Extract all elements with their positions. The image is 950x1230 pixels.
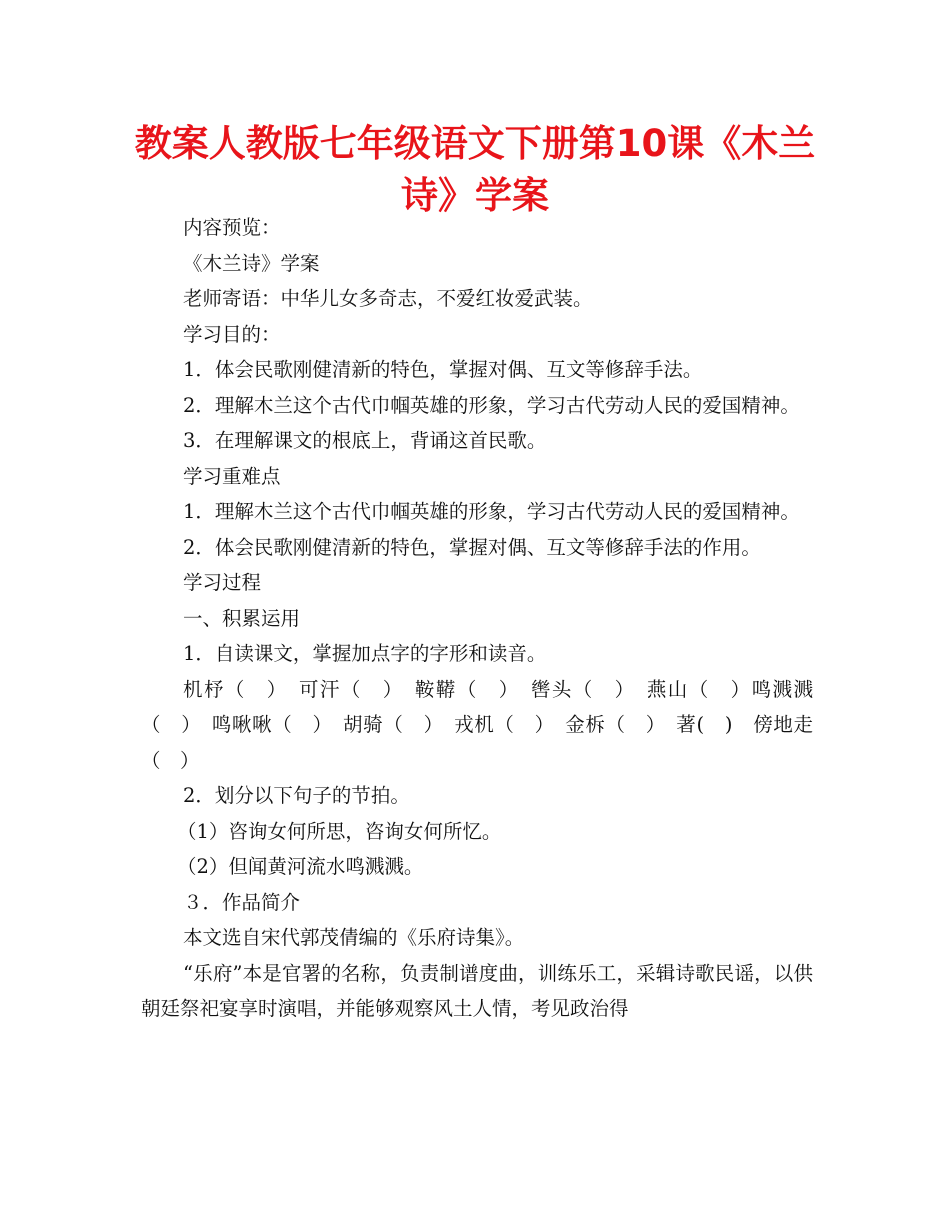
paragraph-yuefu-description: “乐府”本是官署的名称，负责制谱度曲，训练乐工，采辑诗歌民谣，以供朝廷祭祀宴享时演唱，并能够观察风土人情，考见政治得: [141, 961, 813, 1020]
document-title: 教案人教版七年级语文下册第10课《木兰诗》学案: [134, 122, 816, 217]
document-body: [141, 210, 813, 1027]
paragraph-sentence-2: （2）但闻黄河流水鸣溅溅。: [177, 855, 424, 878]
paragraph-sentence-1: （1）咨询女何所思，咨询女何所忆。: [177, 819, 502, 843]
paragraph-key-points-heading: 学习重难点: [183, 464, 281, 488]
paragraph-objective-2: 2．理解木兰这个古代巾帼英雄的形象，学习古代劳动人民的爱国精神。: [183, 393, 800, 417]
paragraph-key-point-1: 1．理解木兰这个古代巾帼英雄的形象，学习古代劳动人民的爱国精神。: [183, 500, 800, 523]
paragraph-work-intro-heading: ３．作品简介: [183, 890, 301, 914]
paragraph-preview-label: 内容预览：: [183, 216, 281, 239]
paragraph-source: 本文选自宋代郭茂倩编的《乐府诗集》。: [183, 926, 525, 949]
paragraph-reading-task: 1．自读课文，掌握加点字的字形和读音。: [183, 642, 547, 665]
paragraph-objective-3: 3．在理解课文的根底上，背诵这首民歌。: [183, 429, 547, 452]
paragraph-key-point-2: 2．体会民歌刚健清新的特色，掌握对偶、互文等修辞手法的作用。: [183, 535, 761, 559]
paragraph-beat-task: 2．划分以下句子的节拍。: [183, 784, 410, 807]
paragraph-process-heading: 学习过程: [183, 571, 262, 594]
paragraph-objective-1: 1．体会民歌刚健清新的特色，掌握对偶、互文等修辞手法。: [183, 358, 703, 381]
paragraph-teacher-message: 老师寄语：中华儿女多奇志，不爱红妆爱武装。: [183, 287, 593, 310]
paragraph-section-1-heading: 一、积累运用: [183, 606, 301, 630]
paragraph-objectives-heading: 学习目的：: [183, 322, 281, 346]
paragraph-pronunciation-exercise: 机杼（ ） 可汗（ ） 鞍鞯（ ） 辔头（ ） 燕山（ ）鸣溅溅（ ） 鸣啾啾（ ） 胡骑（ ） 戎机（ ） 金柝（ ） 著( ) 傍地走（ ）: [141, 677, 813, 772]
paragraph-subtitle: 《木兰诗》学案: [183, 251, 320, 275]
